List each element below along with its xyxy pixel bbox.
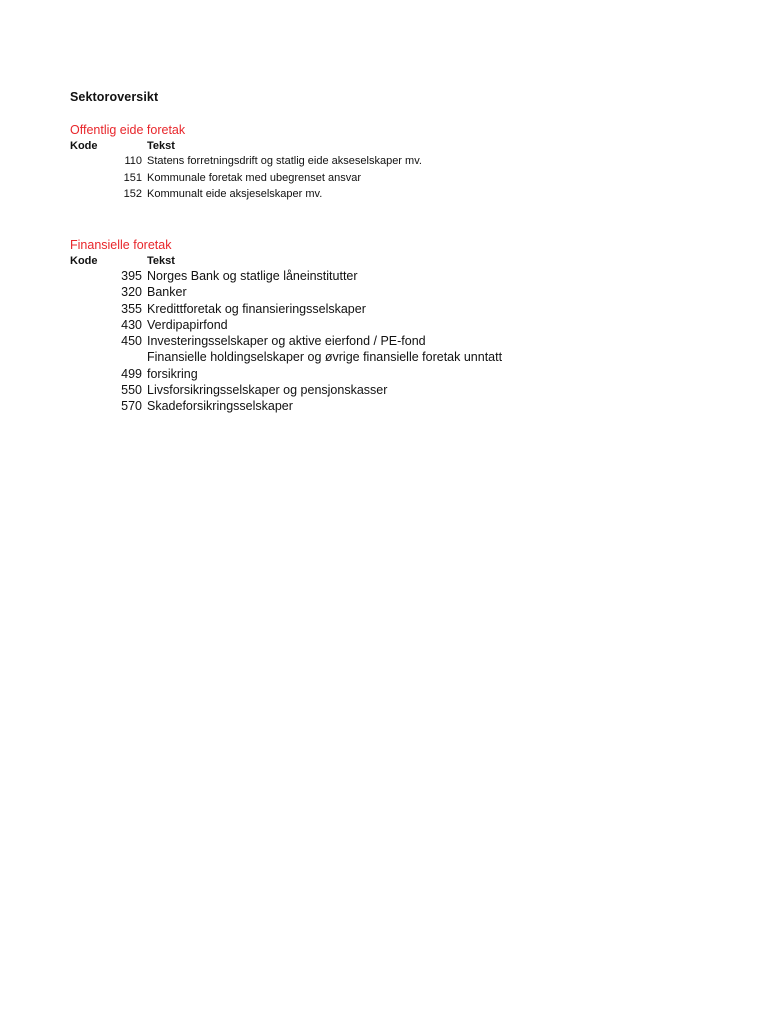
table-row — [70, 301, 710, 317]
row-code: 151 — [123, 171, 142, 184]
row-code: 152 — [123, 188, 142, 200]
row-code: 395 — [121, 269, 142, 283]
table-header — [70, 254, 710, 268]
section-heading: Finansielle foretak — [70, 238, 172, 252]
column-header-kode: Kode — [70, 140, 98, 152]
row-text: Investeringsselskaper og aktive eierfond / PE-fond — [147, 334, 426, 349]
section-finansielle-foretak — [70, 237, 710, 415]
section-offentlig-eide-foretak — [70, 122, 710, 203]
table-row — [70, 317, 710, 333]
row-text: Statens forretningsdrift og statlig eide akseselskaper mv. — [147, 155, 422, 167]
table-row — [70, 170, 710, 187]
table-row — [70, 153, 710, 170]
row-text: Kommunale foretak med ubegrenset ansvar — [147, 171, 362, 184]
row-text: Finansielle holdingselskaper og øvrige finansielle foretak unntatt forsikring — [147, 350, 503, 381]
row-text: Livsforsikringsselskaper og pensjonskasser — [147, 383, 388, 398]
row-text: Kommunalt eide aksjeselskaper mv. — [147, 188, 323, 200]
row-code: 499 — [121, 366, 142, 381]
table-row — [70, 349, 710, 382]
column-header-tekst: Tekst — [147, 255, 175, 267]
column-header-kode: Kode — [70, 255, 98, 267]
row-code: 450 — [121, 334, 142, 349]
row-code: 110 — [124, 155, 142, 167]
table-row — [70, 186, 710, 203]
table-row — [70, 382, 710, 398]
table-row — [70, 333, 710, 349]
table-row — [70, 284, 710, 300]
column-header-tekst: Tekst — [147, 140, 175, 152]
table-row — [70, 268, 710, 284]
row-text: Kredittforetak og finansieringsselskaper — [147, 301, 366, 316]
section-heading: Offentlig eide foretak — [70, 123, 186, 137]
row-code: 320 — [121, 285, 142, 300]
page-title: Sektoroversikt — [70, 90, 159, 104]
table-header — [70, 139, 710, 153]
row-text: Verdipapirfond — [147, 317, 228, 332]
row-code: 570 — [121, 399, 142, 414]
row-text: Banker — [147, 285, 187, 300]
row-code: 355 — [121, 301, 142, 316]
row-text: Skadeforsikringsselskaper — [147, 399, 293, 414]
row-code: 550 — [121, 383, 142, 398]
row-code: 430 — [121, 317, 142, 332]
row-text: Norges Bank og statlige låneinstitutter — [147, 269, 358, 283]
table-row — [70, 398, 710, 414]
